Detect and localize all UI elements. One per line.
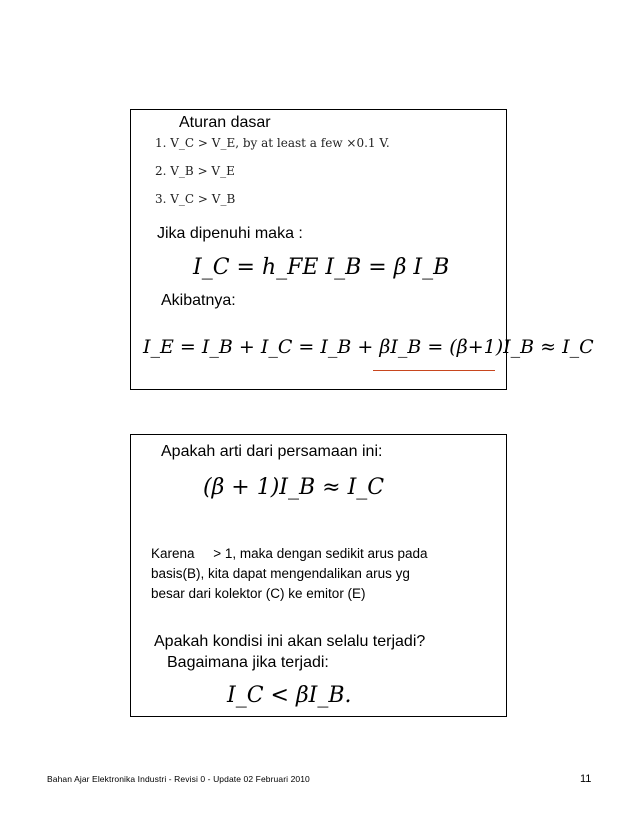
equation-ic-hfe: I_C = h_FE I_B = β I_B xyxy=(193,255,450,280)
condition-label: Jika dipenuhi maka : xyxy=(157,225,303,242)
consequence-label: Akibatnya: xyxy=(161,292,236,309)
equation-beta-ib: (β + 1)I_B ≈ I_C xyxy=(203,475,385,500)
rule-1: 1. V_C > V_E, by at least a few ×0.1 V. xyxy=(155,136,390,150)
explanation-paragraph xyxy=(151,544,428,604)
para-line-3: besar dari kolektor (C) ke emitor (E) xyxy=(151,586,366,601)
equation-ie: I_E = I_B + I_C = I_B + βI_B = (β+1)I_B ≈ I_C xyxy=(143,336,594,358)
slide2-question-3: Bagaimana jika terjadi: xyxy=(167,654,329,671)
slide-basic-rules xyxy=(130,109,594,390)
para-line-1: Karena > 1, maka dengan sedikit arus pada xyxy=(151,546,428,561)
rule-3: 3. V_C > V_B xyxy=(155,192,236,206)
para-line-2: basis(B), kita dapat mengendalikan arus yg xyxy=(151,566,410,581)
slide-meaning xyxy=(130,434,507,717)
footer-text: Bahan Ajar Elektronika Industri - Revisi 0 - Update 02 Februari 2010 xyxy=(47,774,310,784)
equation-underline xyxy=(373,370,495,371)
slide1-title: Aturan dasar xyxy=(179,114,271,131)
rule-2: 2. V_B > V_E xyxy=(155,164,235,178)
equation-ic-less: I_C < βI_B. xyxy=(227,683,352,708)
slide2-question: Apakah arti dari persamaan ini: xyxy=(161,443,383,460)
page-number: 11 xyxy=(580,773,592,785)
slide2-question-2: Apakah kondisi ini akan selalu terjadi? xyxy=(154,633,426,650)
